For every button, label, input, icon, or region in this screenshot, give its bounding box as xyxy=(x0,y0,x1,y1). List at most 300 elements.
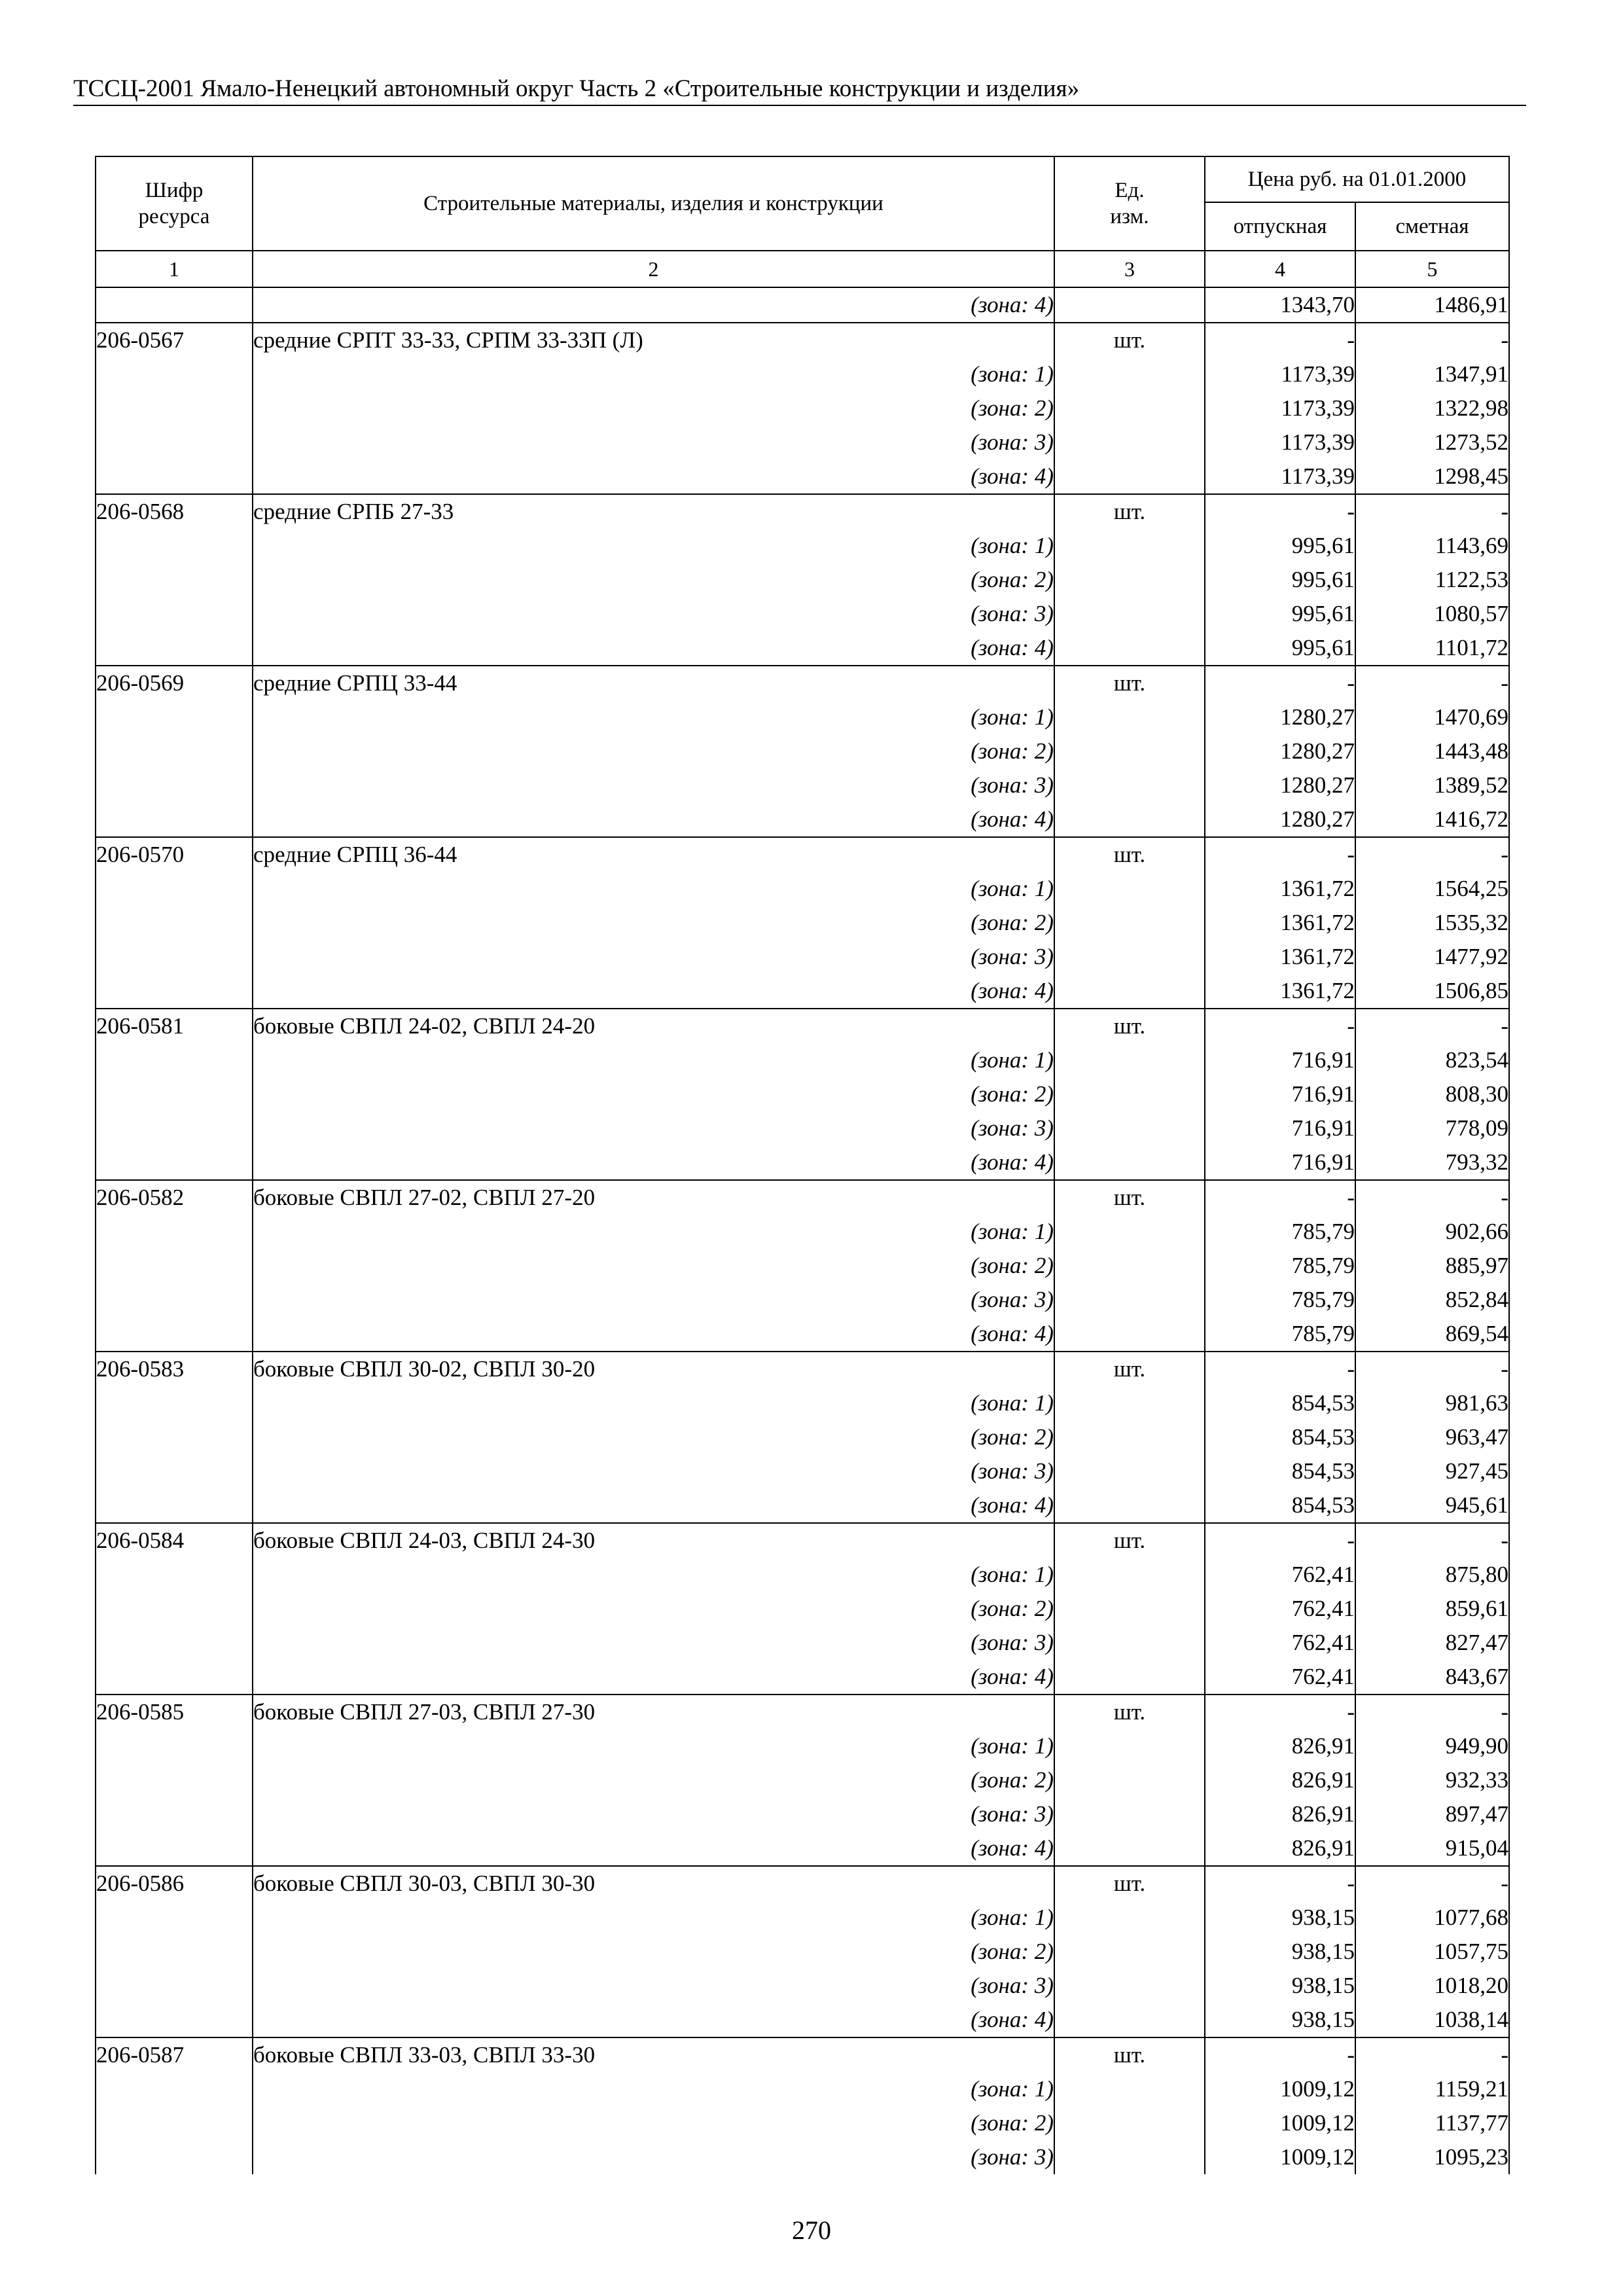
unit-cell xyxy=(1054,597,1205,631)
table-row xyxy=(96,1283,1509,1317)
table-row xyxy=(96,1077,1509,1111)
release-price-cell: 854,53 xyxy=(1205,1454,1355,1488)
estimate-price-cell: 915,04 xyxy=(1355,1831,1509,1866)
zone-cell: (зона: 1) xyxy=(253,357,1054,391)
unit-cell xyxy=(1054,1111,1205,1145)
table-row xyxy=(96,391,1509,425)
zone-cell: (зона: 1) xyxy=(253,2072,1054,2106)
resource-code-cell: 206-0583 xyxy=(96,1352,253,1386)
table-row xyxy=(96,425,1509,459)
unit-cell xyxy=(1054,425,1205,459)
zone-cell: (зона: 4) xyxy=(253,459,1054,494)
estimate-price-cell: 793,32 xyxy=(1355,1145,1509,1180)
estimate-price-cell: - xyxy=(1355,1866,1509,1901)
release-price-cell: 1173,39 xyxy=(1205,391,1355,425)
resource-code-cell xyxy=(96,2106,253,2140)
col-number-2: 2 xyxy=(253,251,1054,287)
resource-code-cell: 206-0582 xyxy=(96,1180,253,1215)
table-row xyxy=(96,1386,1509,1420)
resource-code-cell: 206-0581 xyxy=(96,1009,253,1043)
resource-code-cell xyxy=(96,700,253,734)
zone-cell: (зона: 1) xyxy=(253,529,1054,563)
release-price-cell: - xyxy=(1205,494,1355,529)
estimate-price-cell: 1077,68 xyxy=(1355,1901,1509,1935)
estimate-price-cell: - xyxy=(1355,2037,1509,2072)
release-price-cell: - xyxy=(1205,1180,1355,1215)
estimate-price-cell: 1477,92 xyxy=(1355,940,1509,974)
unit-cell: шт. xyxy=(1054,666,1205,700)
col-header-estimate: сметная xyxy=(1355,202,1509,251)
unit-cell xyxy=(1054,1969,1205,2003)
release-price-cell: - xyxy=(1205,1523,1355,1558)
zone-cell: (зона: 4) xyxy=(253,1488,1054,1523)
estimate-price-cell: 902,66 xyxy=(1355,1215,1509,1249)
col-header-release: отпускная xyxy=(1205,202,1355,251)
zone-cell: (зона: 2) xyxy=(253,391,1054,425)
resource-code-cell xyxy=(96,940,253,974)
release-price-cell: 1361,72 xyxy=(1205,940,1355,974)
release-price-cell: 826,91 xyxy=(1205,1831,1355,1866)
table-row xyxy=(96,1009,1509,1043)
zone-cell: (зона: 1) xyxy=(253,1901,1054,1935)
resource-code-cell xyxy=(96,2072,253,2106)
estimate-price-cell: 843,67 xyxy=(1355,1660,1509,1695)
resource-code-cell xyxy=(96,1797,253,1831)
header-rule xyxy=(73,105,1526,106)
resource-code-cell xyxy=(96,1626,253,1660)
release-price-cell: 854,53 xyxy=(1205,1386,1355,1420)
table-row xyxy=(96,1352,1509,1386)
release-price-cell: 1361,72 xyxy=(1205,906,1355,940)
zone-cell: (зона: 4) xyxy=(253,2003,1054,2037)
col-header-code: Шифр ресурса xyxy=(96,156,253,251)
zone-cell: (зона: 3) xyxy=(253,1454,1054,1488)
unit-cell xyxy=(1054,1901,1205,1935)
unit-cell xyxy=(1054,1558,1205,1592)
zone-cell: (зона: 2) xyxy=(253,1077,1054,1111)
estimate-price-cell: - xyxy=(1355,666,1509,700)
release-price-cell: 716,91 xyxy=(1205,1043,1355,1077)
zone-cell: (зона: 3) xyxy=(253,425,1054,459)
zone-cell: (зона: 1) xyxy=(253,1558,1054,1592)
unit-cell xyxy=(1054,1592,1205,1626)
unit-cell xyxy=(1054,1763,1205,1797)
resource-code-cell xyxy=(96,357,253,391)
release-price-cell: 762,41 xyxy=(1205,1592,1355,1626)
resource-code-cell xyxy=(96,1969,253,2003)
estimate-price-cell: 945,61 xyxy=(1355,1488,1509,1523)
table-row xyxy=(96,2037,1509,2072)
table-row xyxy=(96,1180,1509,1215)
estimate-price-cell: - xyxy=(1355,1009,1509,1043)
unit-cell xyxy=(1054,940,1205,974)
zone-cell: (зона: 4) xyxy=(253,974,1054,1009)
release-price-cell: 1280,27 xyxy=(1205,700,1355,734)
table-row xyxy=(96,1592,1509,1626)
estimate-price-cell: 981,63 xyxy=(1355,1386,1509,1420)
release-price-cell: 1173,39 xyxy=(1205,357,1355,391)
estimate-price-cell: 1137,77 xyxy=(1355,2106,1509,2140)
unit-cell xyxy=(1054,768,1205,802)
unit-cell xyxy=(1054,734,1205,768)
release-price-cell: 995,61 xyxy=(1205,529,1355,563)
resource-code-cell: 206-0587 xyxy=(96,2037,253,2072)
zone-cell: (зона: 3) xyxy=(253,597,1054,631)
resource-code-cell xyxy=(96,459,253,494)
estimate-price-cell: - xyxy=(1355,837,1509,872)
release-price-cell: 995,61 xyxy=(1205,597,1355,631)
release-price-cell: 938,15 xyxy=(1205,1901,1355,1935)
table-row xyxy=(96,1969,1509,2003)
release-price-cell: 1280,27 xyxy=(1205,768,1355,802)
unit-cell xyxy=(1054,391,1205,425)
table-row xyxy=(96,357,1509,391)
document-header: ТССЦ-2001 Ямало-Ненецкий автономный округ Часть 2 «Строительные конструкции и изделия» xyxy=(73,75,1080,102)
estimate-price-cell: 1057,75 xyxy=(1355,1935,1509,1969)
resource-code-cell xyxy=(96,906,253,940)
table-row xyxy=(96,529,1509,563)
table-row xyxy=(96,1935,1509,1969)
zone-cell: (зона: 2) xyxy=(253,2106,1054,2140)
estimate-price-cell: 875,80 xyxy=(1355,1558,1509,1592)
unit-cell: шт. xyxy=(1054,1352,1205,1386)
release-price-cell: 762,41 xyxy=(1205,1660,1355,1695)
table-row xyxy=(96,1317,1509,1352)
release-price-cell: 785,79 xyxy=(1205,1283,1355,1317)
estimate-price-cell: - xyxy=(1355,494,1509,529)
unit-cell xyxy=(1054,1660,1205,1695)
material-name-cell: боковые СВПЛ 24-02, СВПЛ 24-20 xyxy=(253,1009,1054,1043)
release-price-cell: 1361,72 xyxy=(1205,974,1355,1009)
zone-cell: (зона: 3) xyxy=(253,1797,1054,1831)
resource-code-cell xyxy=(96,1660,253,1695)
estimate-price-cell: 1159,21 xyxy=(1355,2072,1509,2106)
resource-code-cell xyxy=(96,802,253,837)
table-row xyxy=(96,1901,1509,1935)
zone-cell: (зона: 1) xyxy=(253,700,1054,734)
unit-cell: шт. xyxy=(1054,494,1205,529)
table-row xyxy=(96,1145,1509,1180)
unit-cell xyxy=(1054,2106,1205,2140)
unit-cell xyxy=(1054,1215,1205,1249)
zone-cell: (зона: 2) xyxy=(253,734,1054,768)
table-row xyxy=(96,1626,1509,1660)
table-row xyxy=(96,1660,1509,1695)
zone-cell: (зона: 4) xyxy=(253,1831,1054,1866)
resource-code-cell xyxy=(96,768,253,802)
unit-cell xyxy=(1054,1145,1205,1180)
estimate-price-cell: 1416,72 xyxy=(1355,802,1509,837)
release-price-cell: 995,61 xyxy=(1205,563,1355,597)
estimate-price-cell: 1535,32 xyxy=(1355,906,1509,940)
resource-code-cell xyxy=(96,1145,253,1180)
release-price-cell: 826,91 xyxy=(1205,1729,1355,1763)
release-price-cell: - xyxy=(1205,1866,1355,1901)
estimate-price-cell: 869,54 xyxy=(1355,1317,1509,1352)
price-table xyxy=(95,156,1510,2174)
resource-code-cell xyxy=(96,1215,253,1249)
unit-cell xyxy=(1054,1283,1205,1317)
estimate-price-cell: 827,47 xyxy=(1355,1626,1509,1660)
table-row xyxy=(96,1111,1509,1145)
resource-code-cell xyxy=(96,872,253,906)
estimate-price-cell: 1486,91 xyxy=(1355,287,1509,323)
zone-cell: (зона: 3) xyxy=(253,1969,1054,2003)
table-row xyxy=(96,1831,1509,1866)
table-row xyxy=(96,597,1509,631)
estimate-price-cell: 1564,25 xyxy=(1355,872,1509,906)
estimate-price-cell: 1018,20 xyxy=(1355,1969,1509,2003)
estimate-price-cell: 1470,69 xyxy=(1355,700,1509,734)
release-price-cell: 1343,70 xyxy=(1205,287,1355,323)
table-row xyxy=(96,1558,1509,1592)
table-row xyxy=(96,2072,1509,2106)
release-price-cell: 1280,27 xyxy=(1205,802,1355,837)
resource-code-cell xyxy=(96,1592,253,1626)
unit-cell xyxy=(1054,1797,1205,1831)
release-price-cell: 716,91 xyxy=(1205,1077,1355,1111)
release-price-cell: 854,53 xyxy=(1205,1488,1355,1523)
resource-code-cell xyxy=(96,1283,253,1317)
resource-code-cell xyxy=(96,563,253,597)
table-row xyxy=(96,974,1509,1009)
estimate-price-cell: 932,33 xyxy=(1355,1763,1509,1797)
table-row xyxy=(96,2140,1509,2174)
estimate-price-cell: 808,30 xyxy=(1355,1077,1509,1111)
table-row xyxy=(96,837,1509,872)
estimate-price-cell: 1443,48 xyxy=(1355,734,1509,768)
resource-code-cell xyxy=(96,529,253,563)
release-price-cell: - xyxy=(1205,2037,1355,2072)
table-row xyxy=(96,700,1509,734)
unit-cell xyxy=(1054,1249,1205,1283)
resource-code-cell xyxy=(96,2140,253,2174)
unit-cell xyxy=(1054,1317,1205,1352)
release-price-cell: - xyxy=(1205,1009,1355,1043)
zone-cell: (зона: 4) xyxy=(253,287,1054,323)
estimate-price-cell: 1347,91 xyxy=(1355,357,1509,391)
release-price-cell: - xyxy=(1205,1352,1355,1386)
unit-cell xyxy=(1054,563,1205,597)
release-price-cell: 938,15 xyxy=(1205,2003,1355,2037)
release-price-cell: 1009,12 xyxy=(1205,2140,1355,2174)
resource-code-cell xyxy=(96,2003,253,2037)
zone-cell: (зона: 3) xyxy=(253,1626,1054,1660)
unit-cell xyxy=(1054,700,1205,734)
table-row xyxy=(96,1523,1509,1558)
estimate-price-cell: 949,90 xyxy=(1355,1729,1509,1763)
resource-code-cell xyxy=(96,287,253,323)
unit-cell xyxy=(1054,1043,1205,1077)
unit-cell xyxy=(1054,872,1205,906)
zone-cell: (зона: 2) xyxy=(253,1592,1054,1626)
release-price-cell: 762,41 xyxy=(1205,1626,1355,1660)
zone-cell: (зона: 4) xyxy=(253,1317,1054,1352)
zone-cell: (зона: 3) xyxy=(253,1283,1054,1317)
estimate-price-cell: - xyxy=(1355,1352,1509,1386)
release-price-cell: 1280,27 xyxy=(1205,734,1355,768)
estimate-price-cell: 1506,85 xyxy=(1355,974,1509,1009)
table-row xyxy=(96,1215,1509,1249)
unit-cell xyxy=(1054,1626,1205,1660)
release-price-cell: 826,91 xyxy=(1205,1763,1355,1797)
release-price-cell: - xyxy=(1205,666,1355,700)
table-row xyxy=(96,1454,1509,1488)
release-price-cell: 762,41 xyxy=(1205,1558,1355,1592)
table-row xyxy=(96,734,1509,768)
zone-cell: (зона: 1) xyxy=(253,1386,1054,1420)
estimate-price-cell: 1095,23 xyxy=(1355,2140,1509,2174)
resource-code-cell xyxy=(96,1831,253,1866)
resource-code-cell xyxy=(96,631,253,666)
zone-cell: (зона: 4) xyxy=(253,631,1054,666)
estimate-price-cell: 963,47 xyxy=(1355,1420,1509,1454)
zone-cell: (зона: 1) xyxy=(253,1729,1054,1763)
zone-cell: (зона: 3) xyxy=(253,940,1054,974)
unit-cell xyxy=(1054,2003,1205,2037)
estimate-price-cell: 859,61 xyxy=(1355,1592,1509,1626)
table-row xyxy=(96,1695,1509,1729)
estimate-price-cell: - xyxy=(1355,1695,1509,1729)
resource-code-cell: 206-0586 xyxy=(96,1866,253,1901)
release-price-cell: - xyxy=(1205,837,1355,872)
table-row xyxy=(96,1420,1509,1454)
unit-cell xyxy=(1054,287,1205,323)
col-header-name: Строительные материалы, изделия и конструкции xyxy=(253,156,1054,251)
zone-cell: (зона: 3) xyxy=(253,2140,1054,2174)
release-price-cell: 826,91 xyxy=(1205,1797,1355,1831)
resource-code-cell xyxy=(96,1077,253,1111)
release-price-cell: 854,53 xyxy=(1205,1420,1355,1454)
release-price-cell: 1009,12 xyxy=(1205,2072,1355,2106)
table-row xyxy=(96,2106,1509,2140)
estimate-price-cell: 927,45 xyxy=(1355,1454,1509,1488)
table-row xyxy=(96,1763,1509,1797)
zone-cell: (зона: 1) xyxy=(253,1215,1054,1249)
zone-cell: (зона: 4) xyxy=(253,802,1054,837)
table-row xyxy=(96,631,1509,666)
estimate-price-cell: 823,54 xyxy=(1355,1043,1509,1077)
unit-cell xyxy=(1054,906,1205,940)
table-row xyxy=(96,1043,1509,1077)
resource-code-cell xyxy=(96,1935,253,1969)
table-row xyxy=(96,1249,1509,1283)
zone-cell: (зона: 2) xyxy=(253,1249,1054,1283)
resource-code-cell xyxy=(96,1043,253,1077)
resource-code-cell xyxy=(96,1386,253,1420)
col-number-5: 5 xyxy=(1355,251,1509,287)
table-row xyxy=(96,323,1509,357)
material-name-cell: боковые СВПЛ 33-03, СВПЛ 33-30 xyxy=(253,2037,1054,2072)
unit-cell xyxy=(1054,1488,1205,1523)
table-row xyxy=(96,802,1509,837)
zone-cell: (зона: 2) xyxy=(253,1420,1054,1454)
table-row xyxy=(96,2003,1509,2037)
resource-code-cell: 206-0585 xyxy=(96,1695,253,1729)
estimate-price-cell: 1101,72 xyxy=(1355,631,1509,666)
resource-code-cell xyxy=(96,1317,253,1352)
release-price-cell: 938,15 xyxy=(1205,1935,1355,1969)
resource-code-cell: 206-0570 xyxy=(96,837,253,872)
resource-code-cell xyxy=(96,1558,253,1592)
material-name-cell: средние СРПЦ 33-44 xyxy=(253,666,1054,700)
table-row xyxy=(96,1866,1509,1901)
zone-cell: (зона: 4) xyxy=(253,1660,1054,1695)
estimate-price-cell: 1322,98 xyxy=(1355,391,1509,425)
resource-code-cell xyxy=(96,1454,253,1488)
zone-cell: (зона: 3) xyxy=(253,1111,1054,1145)
unit-cell: шт. xyxy=(1054,1180,1205,1215)
unit-cell: шт. xyxy=(1054,1009,1205,1043)
resource-code-cell xyxy=(96,1111,253,1145)
resource-code-cell xyxy=(96,974,253,1009)
zone-cell: (зона: 1) xyxy=(253,1043,1054,1077)
material-name-cell: боковые СВПЛ 24-03, СВПЛ 24-30 xyxy=(253,1523,1054,1558)
estimate-price-cell: - xyxy=(1355,323,1509,357)
release-price-cell: - xyxy=(1205,323,1355,357)
col-header-unit: Ед. изм. xyxy=(1054,156,1205,251)
zone-cell: (зона: 2) xyxy=(253,906,1054,940)
release-price-cell: 716,91 xyxy=(1205,1145,1355,1180)
resource-code-cell xyxy=(96,1249,253,1283)
unit-cell xyxy=(1054,2072,1205,2106)
unit-cell: шт. xyxy=(1054,1523,1205,1558)
col-number-3: 3 xyxy=(1054,251,1205,287)
estimate-price-cell: 852,84 xyxy=(1355,1283,1509,1317)
unit-cell xyxy=(1054,1935,1205,1969)
release-price-cell: 938,15 xyxy=(1205,1969,1355,2003)
table-row xyxy=(96,940,1509,974)
table-body xyxy=(96,287,1509,2174)
resource-code-cell xyxy=(96,1763,253,1797)
release-price-cell: 1361,72 xyxy=(1205,872,1355,906)
material-name-cell: средние СРПЦ 36-44 xyxy=(253,837,1054,872)
zone-cell: (зона: 4) xyxy=(253,1145,1054,1180)
material-name-cell: боковые СВПЛ 27-02, СВПЛ 27-20 xyxy=(253,1180,1054,1215)
release-price-cell: 995,61 xyxy=(1205,631,1355,666)
release-price-cell: 1173,39 xyxy=(1205,425,1355,459)
unit-cell xyxy=(1054,2140,1205,2174)
zone-cell: (зона: 3) xyxy=(253,768,1054,802)
estimate-price-cell: 897,47 xyxy=(1355,1797,1509,1831)
page-number: 270 xyxy=(792,2215,831,2245)
unit-cell xyxy=(1054,459,1205,494)
zone-cell: (зона: 2) xyxy=(253,1935,1054,1969)
unit-cell xyxy=(1054,1420,1205,1454)
material-name-cell: боковые СВПЛ 27-03, СВПЛ 27-30 xyxy=(253,1695,1054,1729)
resource-code-cell xyxy=(96,391,253,425)
unit-cell xyxy=(1054,802,1205,837)
table-row xyxy=(96,1729,1509,1763)
resource-code-cell: 206-0584 xyxy=(96,1523,253,1558)
table-row xyxy=(96,906,1509,940)
estimate-price-cell: 1143,69 xyxy=(1355,529,1509,563)
zone-cell: (зона: 2) xyxy=(253,1763,1054,1797)
unit-cell xyxy=(1054,1386,1205,1420)
unit-cell: шт. xyxy=(1054,1695,1205,1729)
table-row xyxy=(96,666,1509,700)
resource-code-cell xyxy=(96,1488,253,1523)
release-price-cell: - xyxy=(1205,1695,1355,1729)
unit-cell xyxy=(1054,1077,1205,1111)
material-name-cell: боковые СВПЛ 30-02, СВПЛ 30-20 xyxy=(253,1352,1054,1386)
estimate-price-cell: 1298,45 xyxy=(1355,459,1509,494)
table-row xyxy=(96,1797,1509,1831)
resource-code-cell xyxy=(96,1729,253,1763)
resource-code-cell xyxy=(96,425,253,459)
table-row xyxy=(96,494,1509,529)
estimate-price-cell: - xyxy=(1355,1180,1509,1215)
